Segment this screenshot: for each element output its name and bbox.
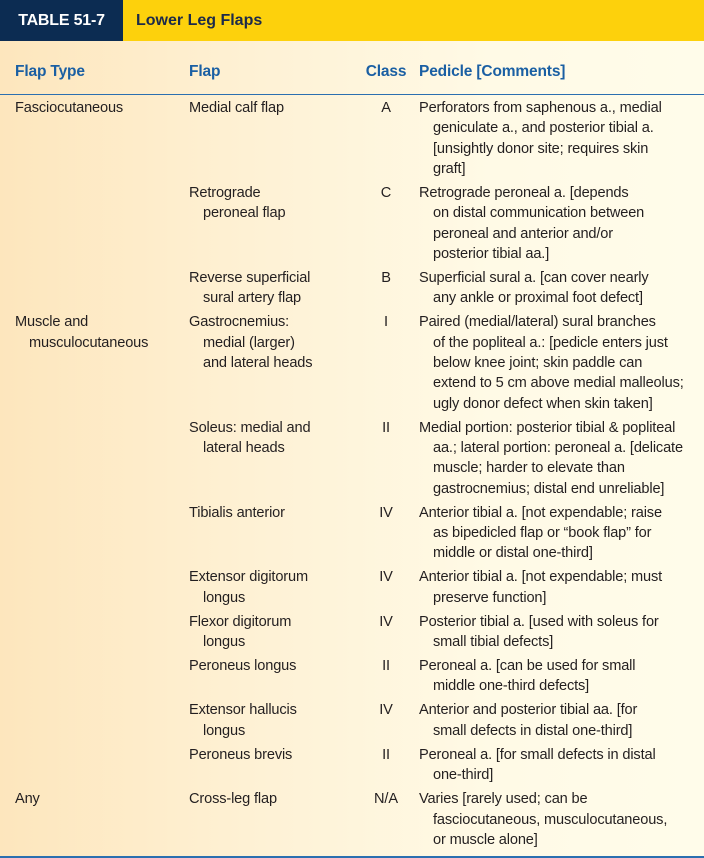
table-number: TABLE 51-7 [0, 0, 123, 41]
cell-flap-type [0, 567, 189, 611]
header-row [0, 63, 704, 95]
cell-flap-type [0, 745, 189, 789]
cell-flap-type [0, 503, 189, 568]
table-row [0, 789, 704, 857]
cell-flap: Extensor hallucis longus [189, 702, 297, 739]
cell-flap-type [0, 183, 189, 268]
table-row [0, 567, 704, 611]
cell-pedicle: Perforators from saphenous a., medial geniculate a., and posterior tibial a. [unsightly donor site; requires skin graft] [419, 100, 662, 177]
cell-flap: Flexor digitorum longus [189, 613, 292, 650]
cell-flap: Peroneus longus [189, 658, 297, 675]
cell-flap-type: Muscle and musculocutaneous [15, 314, 149, 351]
table-row [0, 745, 704, 789]
cell-class: I [384, 314, 388, 331]
table-row [0, 268, 704, 312]
cell-class: C [380, 184, 392, 201]
cell-pedicle: Varies [rarely used; can be fasciocutaneous, musculocutaneous, or muscle alone] [419, 789, 704, 857]
table-row [0, 95, 704, 183]
cell-pedicle: Peroneal a. [for small defects in distal one-third] [419, 746, 656, 784]
col-header-flap-type: Flap Type [0, 63, 189, 95]
flaps-table [0, 63, 704, 858]
table-row [0, 312, 704, 417]
table-row [0, 183, 704, 268]
cell-pedicle: Anterior and posterior tibial aa. [for small defects in distal one-third] [419, 702, 638, 739]
table-title-bar [0, 0, 704, 41]
cell-flap-type [0, 656, 189, 700]
cell-flap-type [0, 268, 189, 312]
cell-flap: Gastrocnemius: medial (larger) and lateral heads [189, 314, 313, 371]
cell-flap: Extensor digitorum longus [189, 569, 308, 606]
col-header-pedicle: Pedicle [Comments] [419, 63, 704, 95]
table-row [0, 656, 704, 700]
cell-flap-type [0, 418, 189, 503]
cell-flap-type [0, 700, 189, 744]
cell-class: II [382, 658, 390, 675]
cell-class: A [381, 100, 391, 116]
table-row [0, 700, 704, 744]
cell-pedicle: Superficial sural a. [can cover nearly any ankle or proximal foot defect] [419, 269, 649, 307]
cell-flap: Tibialis anterior [189, 504, 285, 521]
cell-class: IV [379, 504, 393, 521]
cell-flap: Soleus: medial and lateral heads [189, 419, 311, 456]
cell-class: II [382, 746, 390, 763]
cell-flap: Reverse superficial sural artery flap [189, 269, 311, 307]
cell-flap-type: Fasciocutaneous [15, 100, 124, 116]
table-row [0, 418, 704, 503]
cell-pedicle: Anterior tibial a. [not expendable; must preserve function] [419, 569, 663, 606]
col-header-class: Class [353, 63, 419, 95]
table-row [0, 503, 704, 568]
cell-class: B [381, 269, 391, 286]
cell-flap: Peroneus brevis [189, 746, 293, 763]
cell-class: IV [379, 569, 393, 586]
table-title: Lower Leg Flaps [136, 12, 263, 29]
cell-flap-type [0, 612, 189, 656]
cell-flap: Retrograde peroneal flap [189, 184, 286, 222]
cell-flap: Medial calf flap [189, 100, 284, 116]
cell-pedicle: Paired (medial/lateral) sural branches of the popliteal a.: [pedicle enters just below knee joint; skin paddle can extend to 5 cm above medial malleolus; ugly donor defect when skin taken] [419, 314, 684, 412]
table-row [0, 612, 704, 656]
cell-class: IV [379, 702, 393, 719]
cell-class: N/A [353, 789, 419, 857]
cell-flap-type: Any [0, 789, 189, 857]
cell-pedicle: Anterior tibial a. [not expendable; raise as bipedicled flap or “book flap” for middle or distal one-third] [419, 504, 662, 562]
col-header-flap: Flap [189, 63, 353, 95]
cell-pedicle: Medial portion: posterior tibial & popliteal aa.; lateral portion: peroneal a. [delicate muscle; harder to elevate than gastrocnemius; distal end unreliable] [419, 419, 683, 497]
cell-class: IV [379, 613, 393, 630]
cell-pedicle: Retrograde peroneal a. [depends on distal communication between peroneal and anterior and/or posterior tibial aa.] [419, 184, 645, 262]
cell-class: II [382, 419, 390, 436]
cell-flap: Cross-leg flap [189, 789, 353, 857]
cell-pedicle: Posterior tibial a. [used with soleus for small tibial defects] [419, 613, 659, 650]
cell-pedicle: Peroneal a. [can be used for small middle one-third defects] [419, 658, 636, 695]
